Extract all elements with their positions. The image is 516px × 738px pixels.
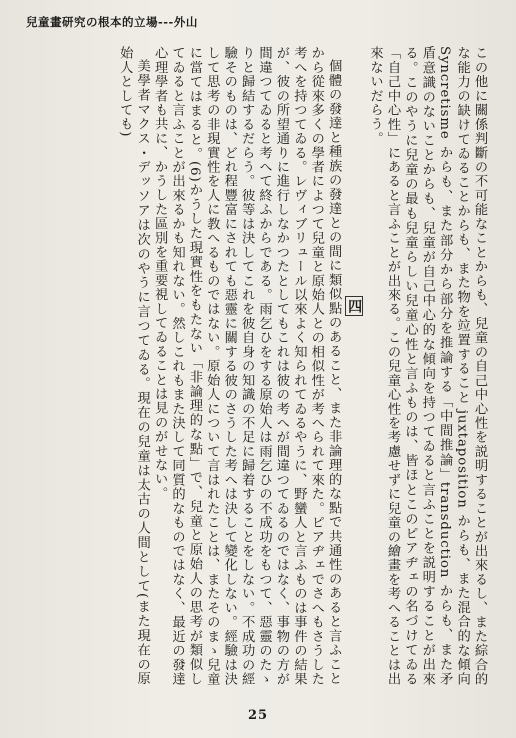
body-text — [18, 46, 488, 686]
paragraph-section-four: 個體の發達と種族の發達との間に類似點のあること、また非論理的な點で共通性のあると言ふことから從來多くの學者によつて兒童と原始人との相似性が考へられて來た。ピアヂェでさへもさうした考へを持つてゐる。レヴィブリュール以來よく知られてゐるやうに、野蠻人と言ふものは事件の結果が、彼の所望通りに進行しなかつたとしてもこれは彼の考へが間違つてゐるのではなく、事物の方が間違つてゐると考へて終ふからである。雨乞ひをする原始人は雨乞ひの不成功をもつて、惡靈のたゝりと歸結するだらう。彼等は決してこれを彼自身の知識の不足に歸着することをしない。不成功の經驗そのものは、どれ程豐富にされても惡靈に關する彼のさうした考へは決して變化しない。經驗は決して思考の非現實性を人に教へるものではない。原始人について言はれたことは、またそのまゝ兒童に當てはまると。(6)かうした現實性をもたない「非論理的な點」で、兒童と原始人の思考が類似してゐると言ふことが出來るかも知れない。然しこれもまた決して同質的なものではなく、最近の發達心理學者も共に、かうした區別を重要視してゐることは見のがせない。 — [152, 46, 342, 686]
paragraph-continuation: この他に關係判斷の不可能なことからも、兒童の自己中心性を説明することが出來るし、また綜合的な能力の缺けてゐることからも、また物を竝置すること juxtaposition からも、また混合的な傾向 Syncretisme からも、また部分から部分を推論する「中間推論」transduction からも、また矛盾意識のないことからも、兒童が自己中心的な傾向を持つてゐると言ふことを説明することが出來る。このやうに兒童の最も兒童らしい兒童心性と言ふものは、皆ほとこのピアヂェの名づけてゐる「自己中心性」にあると言ふことが出來る。この兒童心性を考慮せずに兒童の繪畫を考へることは出來ないだらう。 — [367, 46, 487, 686]
section-number: 四 — [345, 296, 363, 316]
running-head: 兒童畫研究の根本的立場---外山 — [26, 15, 198, 29]
page-number: 25 — [247, 708, 269, 723]
paragraph-dessoir: 美學者マクス・デッソアは次のやうに言つてゐる。現在の兒童は太古の人間として(また現在の原始人としても) — [117, 46, 150, 686]
